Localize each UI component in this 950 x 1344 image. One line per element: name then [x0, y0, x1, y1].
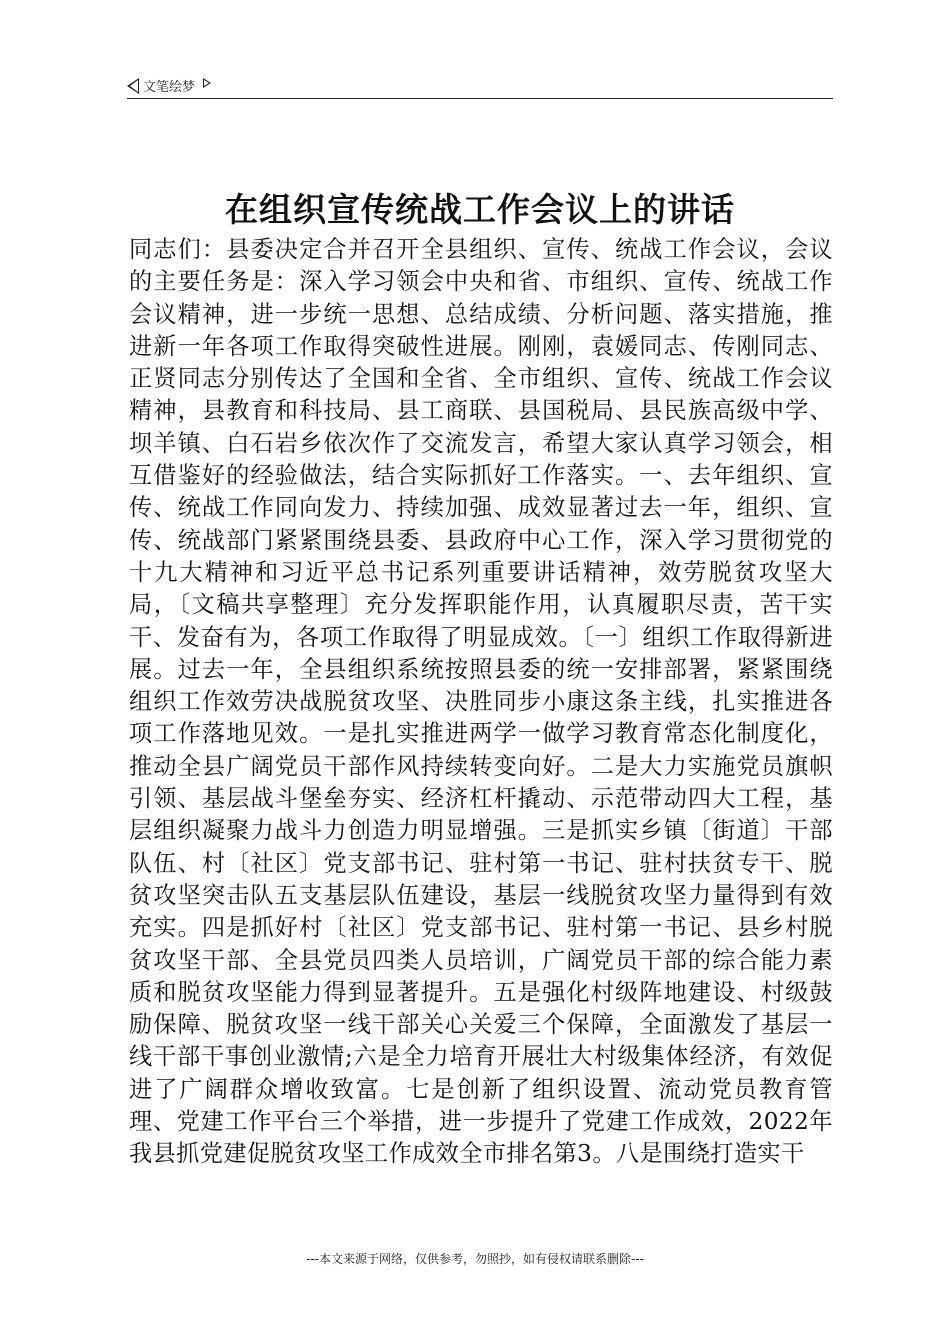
- footer-disclaimer: ---本文来源于网络，仅供参考，勿照抄，如有侵权请联系删除---: [306, 1252, 644, 1266]
- document-title: 在组织宣传统战工作会议上的讲话: [225, 190, 735, 229]
- triangle-right-icon: [203, 78, 211, 88]
- triangle-left-icon: [127, 78, 139, 94]
- page-header: [127, 74, 833, 99]
- document-body: 同志们：县委决定合并召开全县组织、宣传、统战工作会议，会议的主要任务是：深入学习领会中央和省、市组织、宣传、统战工作会议精神，进一步统一思想、总结成绩、分析问题、落实措施，推进新一年各项工作取得突破性进展。刚刚，袁媛同志、传刚同志、正贤同志分别传达了全国和全省、全市组织、宣传、统战工作会议精神，县教育和科技局、县工商联、县国税局、县民族高级中学、坝羊镇、白石岩乡依次作了交流发言，希望大家认真学习领会，相互借鉴好的经验做法，结合实际抓好工作落实。一、去年组织、宣传、统战工作同向发力、持续加强、成效显著过去一年，组织、宣传、统战部门紧紧围绕县委、县政府中心工作，深入学习贯彻党的十九大精神和习近平总书记系列重要讲话精神，效劳脱贫攻坚大局，〔文稿共享整理〕充分发挥职能作用，认真履职尽责，苦干实干、发奋有为，各项工作取得了明显成效。〔一〕组织工作取得新进展。过去一年，全县组织系统按照县委的统一安排部署，紧紧围绕组织工作效劳决战脱贫攻坚、决胜同步小康这条主线，扎实推进各项工作落地见效。一是扎实推进两学一做学习教育常态化制度化，推动全县广阔党员干部作风持续转变向好。二是大力实施党员旗帜引领、基层战斗堡垒夯实、经济杠杆撬动、示范带动四大工程，基层组织凝聚力战斗力创造力明显增强。三是抓实乡镇〔街道〕干部队伍、村〔社区〕党支部书记、驻村第一书记、驻村扶贫专干、脱贫攻坚突击队五支基层队伍建设，基层一线脱贫攻坚力量得到有效充实。四是抓好村〔社区〕党支部书记、驻村第一书记、县乡村脱贫攻坚干部、全县党员四类人员培训，广阔党员干部的综合能力素质和脱贫攻坚能力得到显著提升。五是强化村级阵地建设、村级鼓励保障、脱贫攻坚一线干部关心关爱三个保障，全面激发了基层一线干部干事创业激情;六是全力培育开展壮大村级集体经济，有效促进了广阔群众增收致富。七是创新了组织设置、流动党员教育管理、党建工作平台三个举措，进一步提升了党建工作成效，2022年我县抓党建促脱贫攻坚工作成效全市排名第3。八是围绕打造实干: [129, 236, 833, 1168]
- brand-label: 文笔绘梦: [143, 80, 196, 95]
- header-brand: [127, 76, 211, 95]
